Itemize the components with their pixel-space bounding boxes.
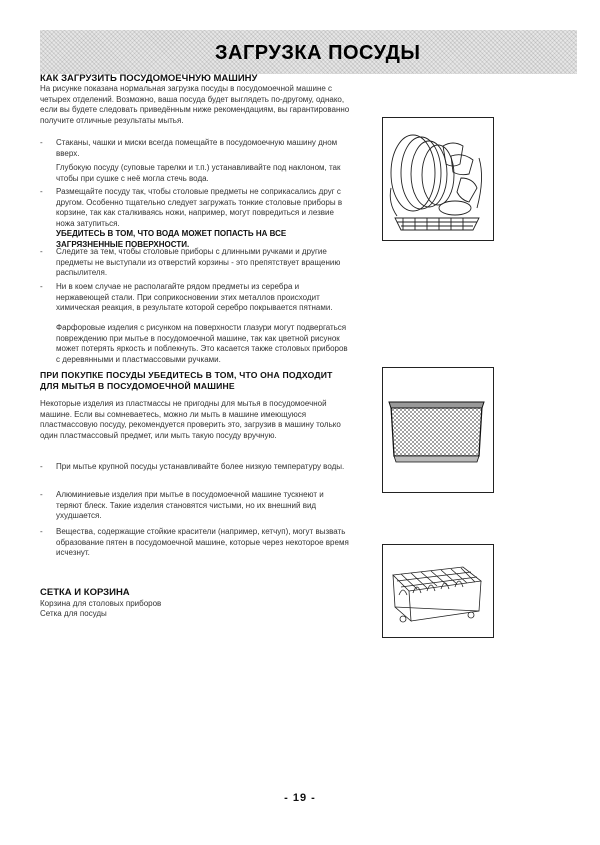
bullet-dash: - [40,282,43,291]
bullet-text: Ни в коем случае не располагайте рядом предметы из серебра и нержавеющей стали. При соприкосновении этих металлов происходит химическая реакция, в результате которой серебро покрывается пятнами. [56,282,333,313]
bullet-dash: - [40,527,43,536]
loaded-rack-illustration [382,117,494,241]
bullet-text: При мытье крупной посуды устанавливайте более низкую температуру воды. [56,462,345,471]
page-title: ЗАГРУЗКА ПОСУДЫ [215,42,421,64]
bullet-dash: - [40,187,43,196]
list-item [40,282,350,314]
list-item [40,247,350,279]
page-number: - 19 - [284,792,316,804]
bullet-text: Алюминиевые изделия при мытье в посудомоечной машине тускнеют и теряют блеск. Такие изделия становятся чистыми, но их внешний вид ухудшается. [56,490,324,521]
rack-item-cutlery-basket: Корзина для столовых приборов [40,599,162,608]
bullet-dash: - [40,462,43,471]
bullet-text: Следите за тем, чтобы столовые приборы с длинными ручками и другие предметы не выступали из отверстий корзины - это препятствует вращению распылителя. [56,247,341,278]
bullet-text: Фарфоровые изделия с рисунком на поверхности глазури могут подвергаться повреждению при мытье в посудомоечной машине, так как цветной рисунок может потерять яркость и поблекнуть. Это касается также столовых приборов с деревянными и пластмассовыми ручками. [56,323,348,364]
bullet-emphasis: УБЕДИТЕСЬ В ТОМ, ЧТО ВОДА МОЖЕТ ПОПАСТЬ НА ВСЕ ЗАГРЯЗНЕННЫЕ ПОВЕРХНОСТИ. [56,229,287,249]
list-item [40,187,350,251]
wire-rack-illustration [382,544,494,638]
bullet-dash: - [40,247,43,256]
basket-drawing [383,368,490,489]
basket-illustration [382,367,494,493]
section-heading-rack: СЕТКА И КОРЗИНА [40,587,130,598]
list-item [40,323,350,365]
warning-subheading: ПРИ ПОКУПКЕ ПОСУДЫ УБЕДИТЕСЬ В ТОМ, ЧТО ОНА ПОДХОДИТ ДЛЯ МЫТЬЯ В ПОСУДОМОЕЧНОЙ МАШИНЕ [40,370,333,391]
intro-paragraph: На рисунке показана нормальная загрузка посуды в посудомоечной машине с четырех отделений. Возможно, ваша посуда будет выглядеть по-другому, однако, если вы будете следовать приведённым ниже рекомендациям, вы гарантированно получите отличные результаты мытья. [40,84,350,125]
plastic-paragraph: Некоторые изделия из пластмассы не пригодны для мытья в посудомоечной машине. Если вы сомневаетесь, можно ли мыть в машине имеющуюся пластмассовую посуду, рекомендуется проверить это, загрузив в машину только один пластмассовый предмет, или мыть такую посуду вручную. [40,399,341,440]
bullet-text: Вещества, содержащие стойкие красители (например, кетчуп), могут вызвать образование пятен в посудомоечной машине, которые через некоторое время исчезнут. [56,527,349,558]
dishes-drawing [383,118,490,237]
bullet-text: Стаканы, чашки и миски всегда помещайте в посудомоечную машину дном вверх. [56,138,338,158]
list-item [40,138,350,159]
rack-drawing [383,545,490,634]
bullet-text: Размещайте посуду так, чтобы столовые предметы не соприкасались друг с другом. Особенно тщательно следует загружать тонкие столовые приборы в корзине, так как сталкиваясь ножи, например, могут повредиться и лезвие ножа затупиться. [56,187,343,228]
list-item [40,490,350,522]
section-heading-loading: КАК ЗАГРУЗИТЬ ПОСУДОМОЕЧНУЮ МАШИНУ [40,73,258,84]
list-item [40,527,350,559]
rack-item-dish-rack: Сетка для посуды [40,609,107,618]
bullet-dash: - [40,490,43,499]
list-item [40,462,350,473]
bullet-text: Глубокую посуду (суповые тарелки и т.п.) устанавливайте под наклоном, так чтобы при сушке с неё могла стечь вода. [56,163,341,183]
list-item [40,163,350,184]
bullet-dash: - [40,138,43,147]
